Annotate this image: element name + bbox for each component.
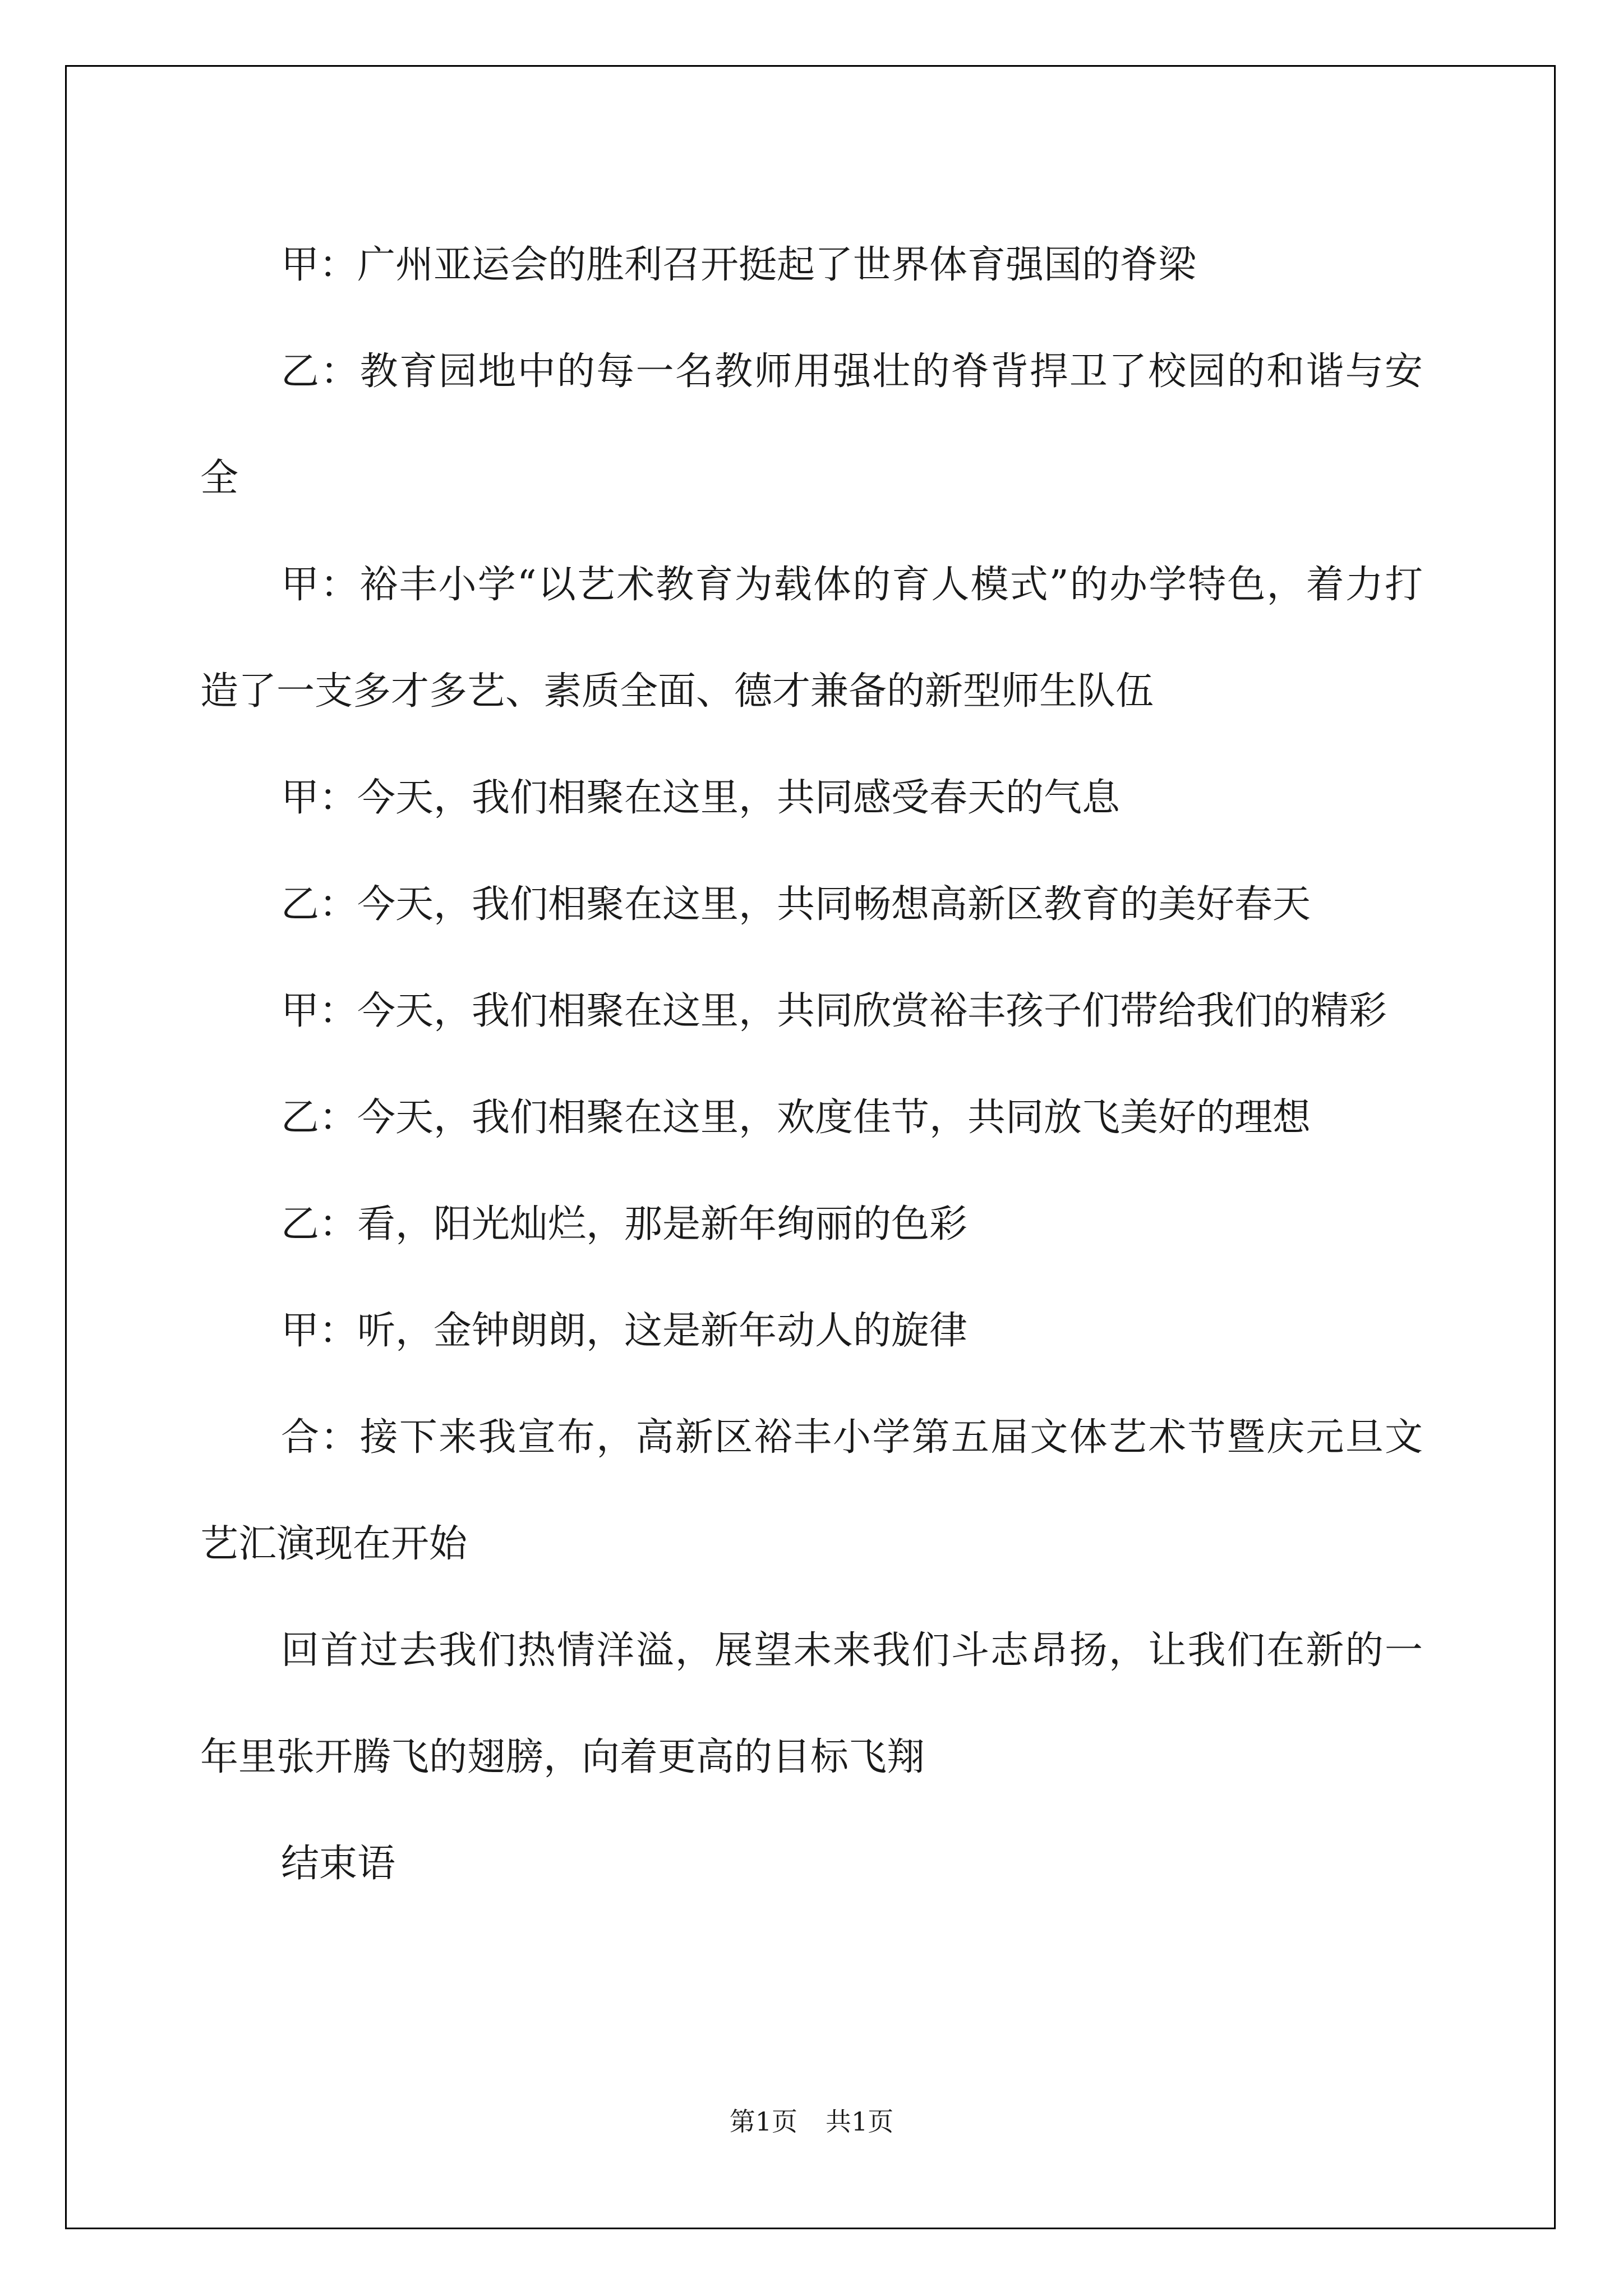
page-total: 共1页 [826, 2106, 894, 2137]
paragraph: 乙：今天，我们相聚在这里，欢度佳节，共同放飞美好的理想 [281, 1096, 1311, 1140]
document-body [200, 212, 1423, 1917]
page-number: 第1页 [729, 2106, 797, 2137]
paragraph: 乙：教育园地中的每一名教师用强壮的脊背捍卫了校园的和谐与安全 [200, 349, 1423, 500]
paragraph: 甲：裕丰小学“以艺术教育为载体的育人模式”的办学特色，着力打造了一支多才多艺、素质全面、德才兼备的新型师生队伍 [200, 563, 1423, 714]
paragraph: 甲：广州亚运会的胜利召开挺起了世界体育强国的脊梁 [281, 243, 1197, 287]
paragraph: 甲：今天，我们相聚在这里，共同欣赏裕丰孩子们带给我们的精彩 [281, 989, 1387, 1033]
page-footer [0, 2105, 1623, 2138]
paragraph: 乙：今天，我们相聚在这里，共同畅想高新区教育的美好春天 [281, 882, 1311, 927]
paragraph: 甲：听，金钟朗朗，这是新年动人的旋律 [281, 1309, 968, 1353]
paragraph: 合：接下来我宣布，高新区裕丰小学第五届文体艺术节暨庆元旦文艺汇演现在开始 [200, 1415, 1423, 1566]
paragraph: 回首过去我们热情洋溢，展望未来我们斗志昂扬，让我们在新的一年里张开腾飞的翅膀，向着更高的目标飞翔 [200, 1628, 1423, 1779]
paragraph: 结束语 [281, 1842, 396, 1886]
paragraph: 甲：今天，我们相聚在这里，共同感受春天的气息 [281, 776, 1121, 820]
paragraph: 乙：看，阳光灿烂，那是新年绚丽的色彩 [281, 1202, 968, 1246]
